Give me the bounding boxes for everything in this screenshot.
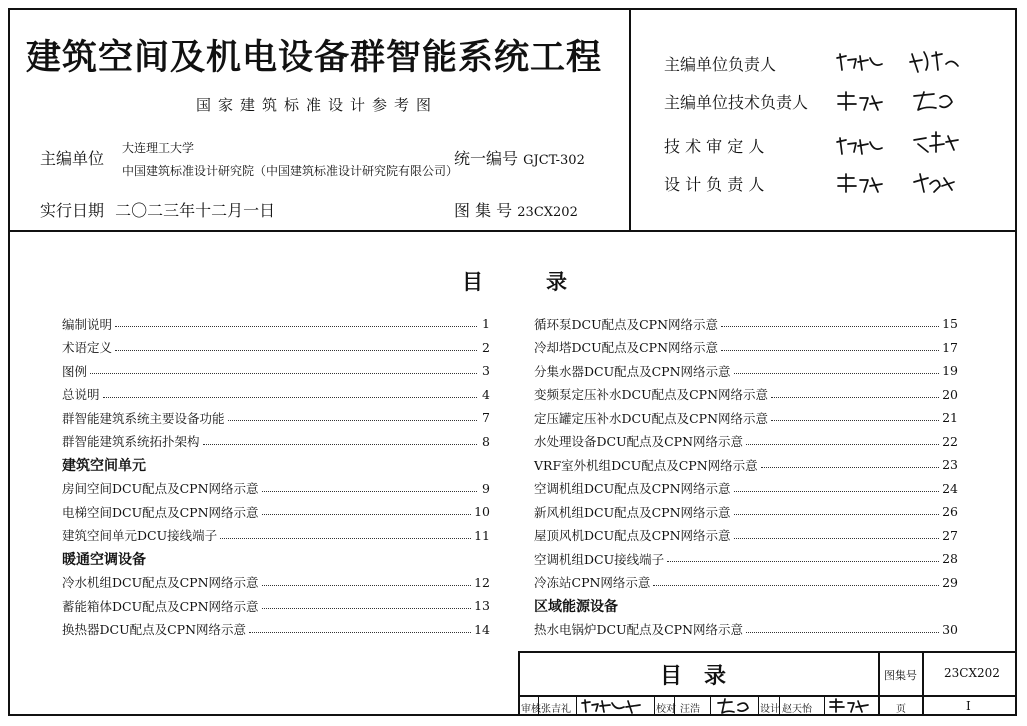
toc-entry-page: 2 xyxy=(482,339,490,355)
toc-entry-page: 17 xyxy=(942,339,958,355)
toc-entry-title: 新风机组DCU配点及CPN网络示意 xyxy=(534,504,731,520)
toc-entry xyxy=(534,430,958,454)
toc-entry-page: 3 xyxy=(482,363,490,379)
toc-title-right: 录 xyxy=(546,270,567,294)
toc-entry-title: 建筑空间单元 xyxy=(62,457,146,474)
toc-entry-title: 变频泵定压补水DCU配点及CPN网络示意 xyxy=(534,387,769,403)
toc-entry xyxy=(534,500,958,524)
handwritten-signature xyxy=(910,130,960,158)
toc-entry-title: VRF室外机组DCU配点及CPN网络示意 xyxy=(534,457,758,473)
review-label: 审核 xyxy=(521,704,541,715)
effective-date-value: 二〇二三年十二月一日 xyxy=(115,201,276,220)
toc-entry-title: 循环泵DCU配点及CPN网络示意 xyxy=(534,316,719,332)
toc-entry-page: 14 xyxy=(474,621,490,637)
handwritten-signature xyxy=(834,134,886,158)
handwritten-signature xyxy=(828,697,876,715)
toc-leader-dots xyxy=(203,444,477,445)
toc-leader-dots xyxy=(721,350,939,351)
effective-date xyxy=(40,198,275,221)
toc-entry-page: 10 xyxy=(474,504,490,520)
toc-entry-title: 区域能源设备 xyxy=(534,598,618,615)
signature-role: 技 术 审 定 人 xyxy=(664,137,765,156)
toc-entry xyxy=(62,383,490,407)
handwritten-signature xyxy=(580,697,652,715)
toc-entry-title: 热水电锅炉DCU配点及CPN网络示意 xyxy=(534,622,744,638)
toc-entry-page: 30 xyxy=(942,621,958,637)
toc-entry-page: 21 xyxy=(942,410,958,426)
toc-leader-dots xyxy=(90,373,477,374)
toc-leader-dots xyxy=(734,373,940,374)
toc-entry xyxy=(62,524,490,548)
toc-leader-dots xyxy=(746,444,939,445)
toc-entry-title: 电梯空间DCU配点及CPN网络示意 xyxy=(62,504,259,520)
toc-entry xyxy=(534,406,958,430)
toc-leader-dots xyxy=(734,514,940,515)
editor-label: 主编单位 xyxy=(40,149,105,168)
toc-entry-page: 23 xyxy=(942,457,958,473)
toc-entry-page: 28 xyxy=(942,551,958,567)
toc-leader-dots xyxy=(115,326,477,327)
toc-leader-dots xyxy=(262,608,472,609)
toc-entry xyxy=(62,406,490,430)
review-name: 张吉礼 xyxy=(541,704,571,715)
toc-entry xyxy=(534,383,958,407)
atlas-number-label: 图 集 号 xyxy=(454,201,513,220)
editor-unit-1: 大连理工大学 xyxy=(122,141,195,155)
toc-entry xyxy=(62,594,490,618)
handwritten-signature xyxy=(834,90,884,114)
toc-entry-page: 15 xyxy=(942,316,958,332)
unified-code xyxy=(454,146,585,169)
toc-entry-title: 换热器DCU配点及CPN网络示意 xyxy=(62,622,247,638)
toc-leader-dots xyxy=(262,514,472,515)
toc-entry-page: 7 xyxy=(482,410,490,426)
toc-entry xyxy=(62,430,490,454)
toc-entry-page: 24 xyxy=(942,480,958,496)
handwritten-signature xyxy=(908,48,964,76)
toc-leader-dots xyxy=(653,585,939,586)
toc-entry-title: 空调机组DCU接线端子 xyxy=(534,551,665,567)
toc-entry xyxy=(534,336,958,360)
check-name: 汪浩 xyxy=(680,704,700,715)
toc-entry-page: 22 xyxy=(942,433,958,449)
toc-leader-dots xyxy=(734,491,940,492)
toc-leader-dots xyxy=(761,467,939,468)
toc-entry-page: 27 xyxy=(942,527,958,543)
toc-entry-page: 12 xyxy=(474,574,490,590)
unified-code-value: GJCT-302 xyxy=(523,153,585,168)
toc-entry xyxy=(534,524,958,548)
toc-entry-title: 分集水器DCU配点及CPN网络示意 xyxy=(534,363,731,379)
toc-entry xyxy=(62,571,490,595)
signature-row-3 xyxy=(664,134,814,157)
toc-entry-page: 20 xyxy=(942,386,958,402)
toc-entry-page: 13 xyxy=(474,598,490,614)
toc-leader-dots xyxy=(220,538,471,539)
toc-section-heading xyxy=(62,453,490,477)
toc-entry-title: 暖通空调设备 xyxy=(62,551,146,568)
toc-entry xyxy=(62,500,490,524)
signature-role: 设 计 负 责 人 xyxy=(664,175,765,194)
toc-entry-title: 定压罐定压补水DCU配点及CPN网络示意 xyxy=(534,410,769,426)
unified-code-label: 统一编号 xyxy=(454,149,519,168)
toc-entry xyxy=(62,312,490,336)
title-block-title: 目录 xyxy=(660,664,749,689)
signature-role: 主编单位技术负责人 xyxy=(664,93,809,112)
toc-entry-page: 19 xyxy=(942,363,958,379)
toc-entry xyxy=(62,477,490,501)
toc-leader-dots xyxy=(262,491,477,492)
toc-entry-title: 冷却塔DCU配点及CPN网络示意 xyxy=(534,340,719,356)
toc-entry-title: 屋顶风机DCU配点及CPN网络示意 xyxy=(534,528,731,544)
toc-leader-dots xyxy=(115,350,477,351)
toc-leader-dots xyxy=(228,420,477,421)
toc-entry xyxy=(534,547,958,571)
toc-entry xyxy=(62,336,490,360)
page-label: 页 xyxy=(896,704,906,715)
header-divider xyxy=(8,230,1017,232)
toc-entry xyxy=(534,571,958,595)
toc-entry-title: 房间空间DCU配点及CPN网络示意 xyxy=(62,481,259,497)
toc-entry-page: 1 xyxy=(482,316,490,332)
handwritten-signature xyxy=(834,172,884,196)
toc-entry xyxy=(62,618,490,642)
toc-entry-title: 群智能建筑系统主要设备功能 xyxy=(62,410,225,426)
toc-entry-title: 冷冻站CPN网络示意 xyxy=(534,575,651,591)
toc-entry-title: 编制说明 xyxy=(62,316,113,332)
signature-row-2 xyxy=(664,90,814,113)
title-block-atlas-value: 23CX202 xyxy=(944,666,1000,680)
toc-entry-page: 29 xyxy=(942,574,958,590)
toc-entry-title: 群智能建筑系统拓扑架构 xyxy=(62,434,200,450)
toc-leader-dots xyxy=(771,420,939,421)
toc-entry-page: 9 xyxy=(482,480,490,496)
toc-leader-dots xyxy=(721,326,939,327)
signature-role: 主编单位负责人 xyxy=(664,55,777,74)
toc-leader-dots xyxy=(771,397,939,398)
atlas-subtitle: 国家建筑标准设计参考图 xyxy=(196,96,439,114)
toc-entry-title: 蓄能箱体DCU配点及CPN网络示意 xyxy=(62,598,259,614)
toc-entry xyxy=(534,312,958,336)
handwritten-signature xyxy=(910,170,958,196)
handwritten-signature xyxy=(910,88,958,114)
toc-entry xyxy=(534,618,958,642)
atlas-title: 建筑空间及机电设备群智能系统工程 xyxy=(26,38,603,78)
signature-row-4 xyxy=(664,172,814,195)
effective-date-label: 实行日期 xyxy=(40,201,105,220)
toc-section-heading xyxy=(62,547,490,571)
page-value: I xyxy=(966,699,971,713)
editor-unit-2: 中国建筑标准设计研究院（中国建筑标准设计研究院有限公司） xyxy=(122,164,459,178)
toc-entry-title: 总说明 xyxy=(62,387,100,403)
toc-entry-page: 26 xyxy=(942,504,958,520)
toc-entry xyxy=(534,453,958,477)
title-block-atlas-label: 图集号 xyxy=(884,669,917,682)
toc-entry-title: 冷水机组DCU配点及CPN网络示意 xyxy=(62,575,259,591)
toc-entry-title: 建筑空间单元DCU接线端子 xyxy=(62,528,218,544)
toc-left-column xyxy=(62,312,490,641)
toc-entry-title: 水处理设备DCU配点及CPN网络示意 xyxy=(534,434,744,450)
atlas-number-value: 23CX202 xyxy=(517,205,578,220)
header-vertical-divider xyxy=(629,8,631,231)
toc-entry xyxy=(62,359,490,383)
toc-entry xyxy=(534,477,958,501)
toc-section-heading xyxy=(534,594,958,618)
toc-entry-page: 4 xyxy=(482,386,490,402)
atlas-number xyxy=(454,198,578,221)
handwritten-signature xyxy=(716,697,756,715)
check-label: 校对 xyxy=(656,704,676,715)
toc-leader-dots xyxy=(249,632,471,633)
toc-leader-dots xyxy=(103,397,477,398)
signature-row-1 xyxy=(664,52,814,75)
toc-leader-dots xyxy=(746,632,939,633)
handwritten-signature xyxy=(834,50,886,74)
toc-entry xyxy=(534,359,958,383)
toc-leader-dots xyxy=(667,561,939,562)
toc-right-column xyxy=(534,312,958,641)
toc-entry-page: 8 xyxy=(482,433,490,449)
design-name: 赵天怡 xyxy=(782,704,812,715)
toc-entry-page: 11 xyxy=(474,527,490,543)
toc-entry-title: 图例 xyxy=(62,363,88,379)
toc-title-left: 目 xyxy=(462,270,483,294)
design-label: 设计 xyxy=(760,704,780,715)
title-block xyxy=(518,651,1017,716)
toc-leader-dots xyxy=(734,538,940,539)
toc-entry-title: 空调机组DCU配点及CPN网络示意 xyxy=(534,481,731,497)
toc-entry-title: 术语定义 xyxy=(62,340,113,356)
toc-leader-dots xyxy=(262,585,472,586)
